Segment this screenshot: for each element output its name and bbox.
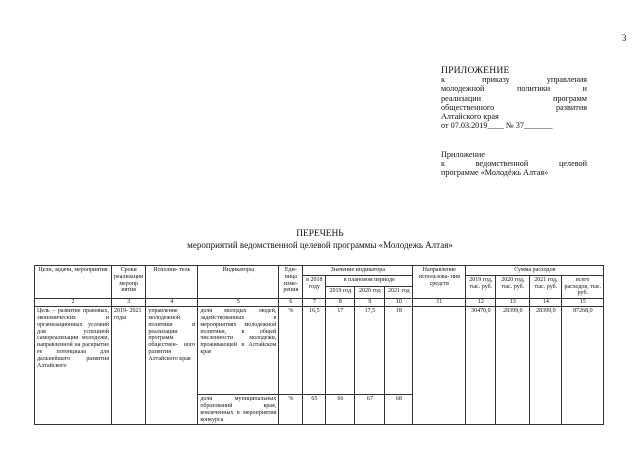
header-2020: 2020 год [355,287,385,299]
expense-2020-cell: 28399,0 [496,307,530,425]
column-number: 5 [198,299,279,307]
appendix-order-line: от 07.03.2019____ № 37_______ [441,121,553,131]
unit-cell: % [279,395,303,425]
column-number: 4 [146,299,198,307]
program-appendix-title: Приложение [441,150,485,159]
header-planned-period: в плановом периоде [326,275,413,287]
header-funding-direction: Направление использова- ния средств [413,266,466,299]
appendix-title: ПРИЛОЖЕНИЕ [441,65,510,76]
header-2021: 2021 год [385,287,413,299]
program-appendix-block [441,150,587,178]
value-2019-cell: 66 [326,395,355,425]
expense-2019-cell: 30470,0 [466,307,496,425]
header-executors: Исполни- тель [146,266,198,299]
program-appendix-line: программе «Молодёжь Алтая» [441,168,549,178]
appendix-block [441,66,587,130]
column-number: 7 [303,299,326,307]
document-subtitle: мероприятий ведомственной целевой программы «Молодежь Алтая» [187,240,453,250]
column-number: 6 [279,299,303,307]
header-terms: Сроки реализации меропр иятия [112,266,146,299]
column-number: 9 [355,299,385,307]
term-cell: 2019- 2021 годы [112,307,146,425]
program-appendix-line: к ведомственной целевой [441,159,587,169]
column-number: 8 [326,299,355,307]
header-expense-total: всего расходов, тыс. руб. [562,275,604,298]
column-number: 14 [530,299,562,307]
column-number: 10 [385,299,413,307]
value-2021-cell: 68 [385,395,413,425]
indicator-cell: доля молодых людей, задействованных в мероприятиях молодежной политики, в общей численности молодежи, проживающей в Алтайском крае [198,307,279,395]
column-number: 3 [112,299,146,307]
unit-cell: % [279,307,303,395]
value-2019-cell: 17 [326,307,355,395]
header-expenses: Сумма расходов [466,266,604,276]
column-number: 13 [496,299,530,307]
value-2020-cell: 17,5 [355,307,385,395]
measures-table [34,265,604,425]
column-number: 15 [562,299,604,307]
executor-cell: управление молодежной политики и реализации программ обществен- ного развития Алтайского края [146,307,198,425]
document-title: ПЕРЕЧЕНЬ [296,229,344,239]
header-expense-2020: 2020 год, тыс. руб. [496,275,530,298]
column-number: 11 [413,299,466,307]
header-2018: в 2018 году [303,275,326,298]
goal-cell: Цель – развитие правовых, экономических и организационных условий для успешной самореализации молодежи, направленной на раскрытие ее потенциала для дальнейшего развития Алтайского [35,307,112,425]
appendix-line: Алтайского края [441,112,499,122]
page-number: 3 [622,33,627,43]
value-2021-cell: 18 [385,307,413,395]
header-2019: 2019 год [326,287,355,299]
header-expense-2019: 2019 год, тыс. руб. [466,275,496,298]
appendix-line: молодежной политики и [441,84,587,94]
value-2020-cell: 67 [355,395,385,425]
expense-2021-cell: 28399,0 [530,307,562,425]
header-goals: Цели, задачи, мероприятия [35,266,112,299]
value-2018-cell: 16,5 [303,307,326,395]
expense-total-cell: 87268,0 [562,307,604,425]
value-2018-cell: 65 [303,395,326,425]
header-indicators: Индикаторы [198,266,279,299]
funding-direction-cell [413,307,466,425]
appendix-line: общественного развития [441,102,587,112]
header-indicator-value: Значение индикатора [303,266,413,276]
appendix-line: к приказу управления [441,75,587,85]
header-unit: Еди- ница изме- рения [279,266,303,299]
column-number: 12 [466,299,496,307]
indicator-cell: доля муниципальных образований края, вовлеченных в мероприятия конкурса [198,395,279,425]
column-number: 2 [35,299,112,307]
header-expense-2021: 2021 год, тыс. руб. [530,275,562,298]
appendix-line: реализации программ [441,93,587,103]
